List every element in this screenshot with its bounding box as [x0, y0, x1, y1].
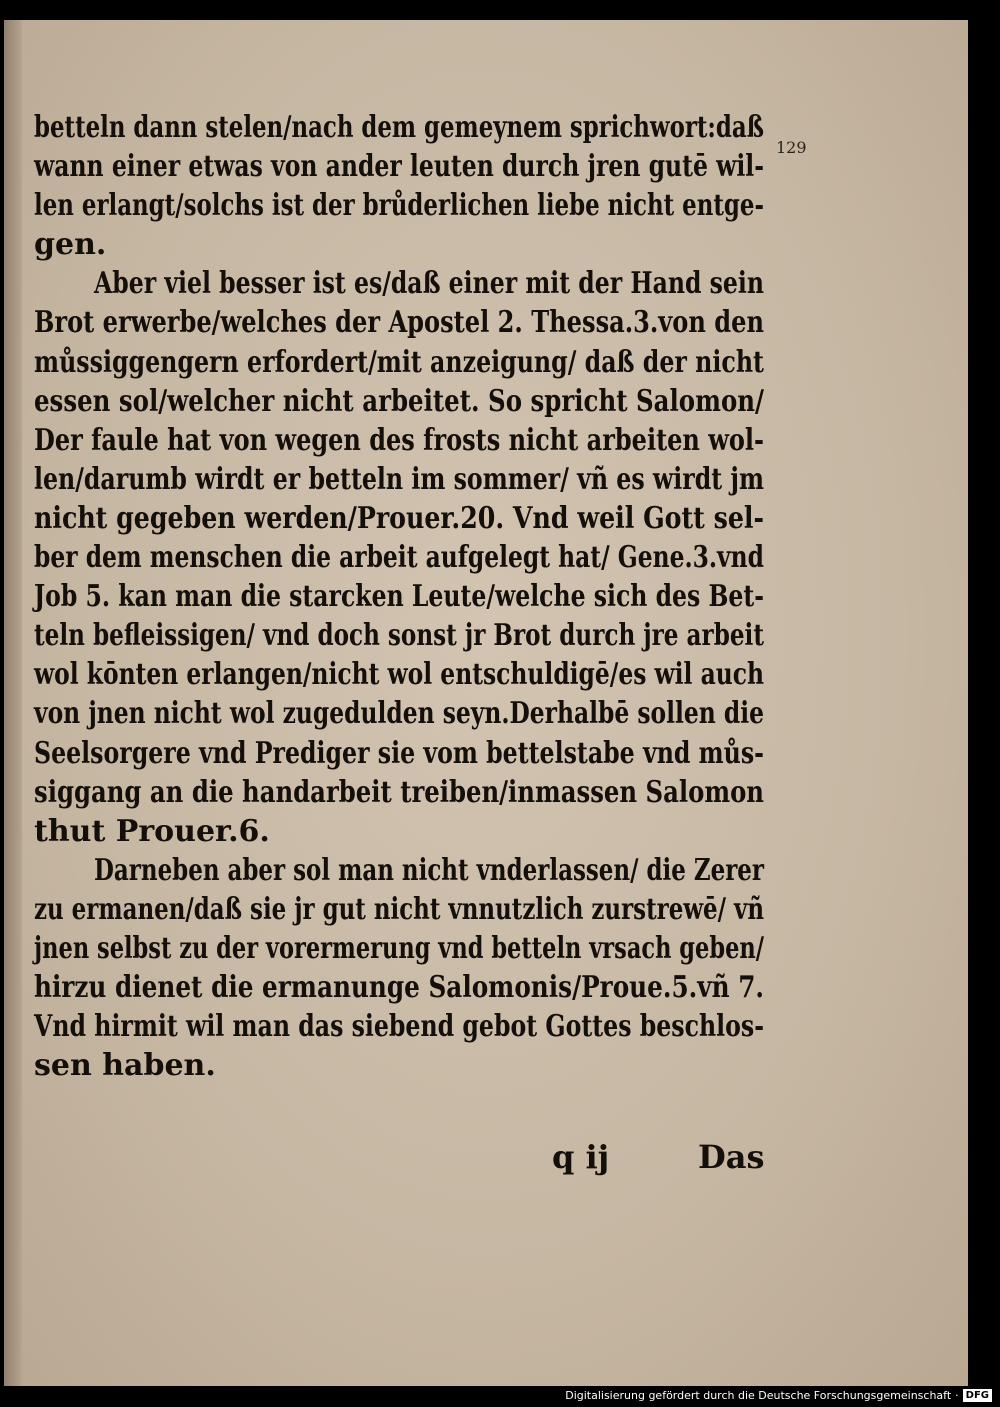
text-line: gen. [34, 227, 107, 263]
text-line: jnen selbst zu der vorermerung vnd betteln vrsach geben/ [34, 930, 764, 966]
text-line: Aber viel besser ist es/daß einer mit der Hand sein [94, 266, 764, 302]
text-line: wol kōnten erlangen/nicht wol entschuldigē/es wil auch [34, 657, 764, 693]
body-text [34, 108, 764, 1085]
catchword: Das [698, 1138, 765, 1176]
text-line: hirzu dienet die ermanunge Salomonis/Proue.5.vñ 7. [34, 970, 764, 1006]
text-line: betteln dann stelen/nach dem gemeynem sprichwort:daß [34, 110, 764, 145]
text-line: siggang an die handarbeit treiben/inmassen Salomon [34, 774, 764, 810]
text-line: Seelsorgere vnd Prediger sie vom bettelstabe vnd můs- [34, 735, 764, 771]
text-line: len/darumb wirdt er betteln im sommer/ vñ es wirdt jm [34, 461, 764, 497]
text-line: sen haben. [34, 1048, 216, 1084]
digitization-credit: Digitalisierung gefördert durch die Deutsche Forschungsgemeinschaft · DFG [565, 1387, 992, 1403]
text-line: můssiggengern erfordert/mit anzeigung/ daß der nicht [34, 344, 764, 380]
text-line: Darneben aber sol man nicht vnderlassen/ die Zerer [94, 852, 764, 888]
text-line: Job 5. kan man die starcken Leute/welche sich des Bet- [34, 579, 764, 615]
text-line: zu ermanen/daß sie jr gut nicht vnnutzlich zurstrewē/ vñ [34, 891, 764, 927]
text-line: nicht gegeben werden/Prouer.20. Vnd weil Gott sel- [34, 500, 764, 536]
text-line: wann einer etwas von ander leuten durch jren gutē wil- [34, 149, 764, 185]
folio-number: 129 [776, 138, 807, 157]
signature-mark: q ij [552, 1138, 610, 1176]
text-line: Brot erwerbe/welches der Apostel 2. Thessa.3.von den [34, 305, 764, 341]
book-page [4, 20, 968, 1386]
text-line: von jnen nicht wol zugedulden seyn.Derhalbē sollen die [34, 696, 764, 732]
text-line: teln befleissigen/ vnd doch sonst jr Brot durch jre arbeit [34, 618, 764, 654]
text-line: Vnd hirmit wil man das siebend gebot Gottes beschlos- [34, 1009, 764, 1045]
text-line: ber dem menschen die arbeit aufgelegt hat/ Gene.3.vnd [34, 540, 764, 576]
text-line: thut Prouer.6. [34, 813, 270, 849]
dfg-logo-icon: DFG [963, 1389, 992, 1402]
text-line: essen sol/welcher nicht arbeitet. So spricht Salomon/ [34, 383, 764, 419]
credit-text: Digitalisierung gefördert durch die Deutsche Forschungsgemeinschaft [565, 1388, 952, 1402]
page-gutter [4, 20, 22, 1386]
text-line: len erlangt/solchs ist der brůderlichen liebe nicht entge- [34, 188, 764, 224]
text-line: Der faule hat von wegen des frosts nicht arbeiten wol- [34, 422, 764, 458]
